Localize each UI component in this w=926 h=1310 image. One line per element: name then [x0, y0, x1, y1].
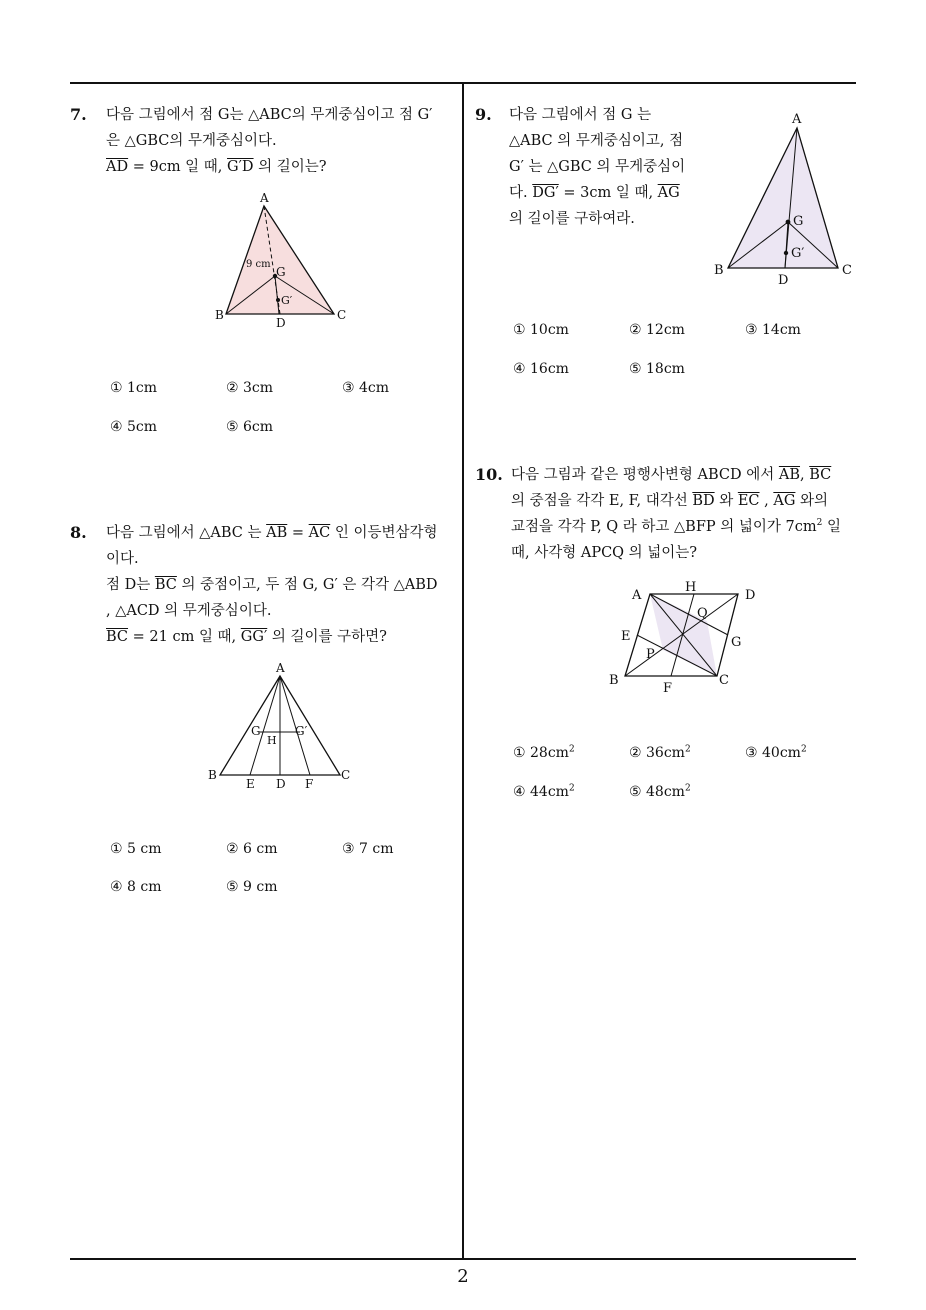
label-g: G: [793, 214, 804, 229]
text-fragment: =: [287, 525, 309, 541]
question-number: 7.: [70, 105, 87, 124]
choice-3[interactable]: ③ 4cm: [342, 380, 390, 396]
text-line: △ABC 의 무게중심이고, 점: [509, 133, 684, 149]
label-a: A: [792, 112, 802, 127]
choice-1[interactable]: ① 1cm: [110, 380, 158, 396]
label-b: B: [215, 308, 224, 322]
text-line: [106, 572, 438, 598]
text-line: , △ACD 의 무게중심이다.: [106, 603, 272, 619]
label-d: D: [276, 777, 286, 791]
superscript: 2: [816, 518, 823, 529]
text-fragment: 인 이등변삼각형: [330, 525, 438, 541]
length-label: 9 cm: [246, 259, 271, 270]
figure-q8-triangle: [205, 660, 365, 795]
superscript: 2: [684, 744, 691, 755]
segment-ag: $\overline{AG}$: [773, 493, 796, 509]
text-fragment: = 21 cm 일 때,: [128, 629, 241, 645]
text-fragment: 의 중점을 각각 E, F, 대각선: [511, 493, 693, 509]
choice-1[interactable]: ① 5 cm: [110, 841, 162, 857]
choice-3[interactable]: ③ 14cm: [745, 322, 801, 338]
text-fragment: 의 길이는?: [253, 159, 327, 175]
segment-ad: $\overline{AD}$: [106, 159, 129, 175]
label-f: F: [305, 777, 314, 791]
label-e: E: [246, 777, 255, 791]
choice-1[interactable]: ① 10cm: [513, 322, 569, 338]
text-fragment: 일: [822, 519, 841, 535]
label-gprime: G′: [281, 294, 293, 307]
choice-value: ① 28cm: [513, 745, 569, 761]
segment-ab: $\overline{AB}$: [778, 467, 801, 483]
bottom-rule: [70, 1258, 856, 1260]
text-line: 다음 그림에서 점 G는 △ABC의 무게중심이고 점 G′: [106, 107, 433, 123]
text-line: [509, 180, 685, 206]
label-f: F: [663, 681, 673, 696]
label-d: D: [778, 273, 789, 288]
label-g: G: [276, 265, 286, 279]
text-fragment: 의 길이를 구하면?: [267, 629, 387, 645]
choice-3[interactable]: [745, 745, 807, 761]
choice-value: ② 36cm: [629, 745, 685, 761]
choice-value: ⑤ 48cm: [629, 784, 685, 800]
choice-3[interactable]: ③ 7 cm: [342, 841, 394, 857]
segment-bc: $\overline{BC}$: [809, 467, 832, 483]
label-c: C: [842, 263, 852, 278]
choice-4[interactable]: ④ 5cm: [110, 419, 158, 435]
text-line: [511, 514, 841, 540]
choice-4[interactable]: [513, 784, 575, 800]
segment-bc: $\overline{BC}$: [154, 577, 177, 593]
text-fragment: 점 D는: [106, 577, 155, 593]
text-fragment: ,: [800, 467, 810, 483]
text-fragment: = 3cm 일 때,: [558, 185, 658, 201]
question-text: [509, 102, 685, 232]
label-h: H: [267, 734, 277, 747]
text-line: [511, 462, 841, 488]
choice-2[interactable]: ② 3cm: [226, 380, 274, 396]
text-line: [106, 520, 438, 546]
text-line: 은 △GBC의 무게중심이다.: [106, 133, 277, 149]
choice-value: ③ 40cm: [745, 745, 801, 761]
label-gprime: G′: [295, 724, 308, 738]
choice-5[interactable]: ⑤ 6cm: [226, 419, 274, 435]
choice-1[interactable]: [513, 745, 575, 761]
choice-4[interactable]: ④ 16cm: [513, 361, 569, 377]
text-line: 이다.: [106, 551, 139, 567]
choice-4[interactable]: ④ 8 cm: [110, 879, 162, 895]
choice-5[interactable]: ⑤ 9 cm: [226, 879, 278, 895]
text-fragment: 다.: [509, 185, 533, 201]
segment-ab: $\overline{AB}$: [266, 525, 288, 541]
segment-bc: $\overline{BC}$: [106, 629, 129, 645]
label-e: E: [621, 629, 631, 644]
question-text: [106, 102, 432, 180]
choice-2[interactable]: ② 12cm: [629, 322, 685, 338]
column-divider: [462, 82, 464, 1260]
choice-5[interactable]: ⑤ 18cm: [629, 361, 685, 377]
question-text: [511, 462, 841, 566]
label-b: B: [714, 263, 724, 278]
text-line: 다음 그림에서 점 G 는: [509, 107, 652, 123]
text-fragment: = 9cm 일 때,: [128, 159, 228, 175]
text-line: 의 길이를 구하여라.: [509, 211, 635, 227]
text-fragment: 와: [714, 493, 738, 509]
figure-q9-triangle: [705, 108, 865, 293]
text-line: 때, 사각형 APCQ 의 넓이는?: [511, 545, 698, 561]
label-b: B: [609, 673, 619, 688]
label-a: A: [260, 191, 269, 205]
text-line: [511, 488, 841, 514]
question-number: 8.: [70, 523, 87, 542]
text-fragment: 다음 그림에서 △ABC 는: [106, 525, 267, 541]
label-c: C: [337, 308, 347, 322]
superscript: 2: [684, 783, 691, 794]
text-fragment: 다음 그림과 같은 평행사변형 ABCD 에서: [511, 467, 779, 483]
label-c: C: [341, 768, 351, 782]
label-d: D: [745, 588, 756, 603]
superscript: 2: [568, 783, 575, 794]
text-line: [106, 154, 432, 180]
text-fragment: 교점을 각각 P, Q 라 하고 △BFP 의 넓이가 7cm: [511, 519, 817, 535]
segment-dgprime: DG′: [532, 185, 559, 201]
figure-q10-parallelogram: [605, 578, 765, 698]
superscript: 2: [568, 744, 575, 755]
figure-q7-triangle: [210, 188, 360, 333]
label-g: G: [251, 724, 261, 738]
label-q: Q: [697, 606, 708, 621]
page-number: 2: [457, 1266, 469, 1287]
text-fragment: 와의: [795, 493, 829, 509]
choice-5[interactable]: [629, 784, 691, 800]
text-fragment: 의 중점이고, 두 점 G, G′ 은 각각 △ABD: [176, 577, 438, 593]
label-gprime: G′: [791, 246, 805, 261]
text-line: G′ 는 △GBC 의 무게중심이: [509, 159, 686, 175]
choice-value: ④ 44cm: [513, 784, 569, 800]
label-p: P: [646, 647, 655, 662]
superscript: 2: [800, 744, 807, 755]
label-h: H: [685, 580, 697, 595]
segment-ec: $\overline{EC}$: [737, 493, 760, 509]
question-number: 10.: [475, 465, 503, 484]
choice-2[interactable]: ② 6 cm: [226, 841, 278, 857]
label-d: D: [276, 316, 286, 330]
choice-2[interactable]: [629, 745, 691, 761]
segment-bd: $\overline{BD}$: [692, 493, 715, 509]
question-number: 9.: [475, 105, 492, 124]
label-a: A: [632, 588, 642, 603]
label-c: C: [719, 673, 729, 688]
label-g: G: [731, 635, 742, 650]
segment-ggprime: GG′: [240, 629, 268, 645]
segment-ac: $\overline{AC}$: [308, 525, 331, 541]
label-b: B: [208, 768, 217, 782]
text-fragment: ,: [759, 493, 774, 509]
label-a: A: [276, 661, 285, 675]
segment-ag: $\overline{AG}$: [657, 185, 680, 201]
text-line: [106, 624, 438, 650]
question-text: [106, 520, 438, 650]
segment-gd: G′D: [227, 159, 254, 175]
